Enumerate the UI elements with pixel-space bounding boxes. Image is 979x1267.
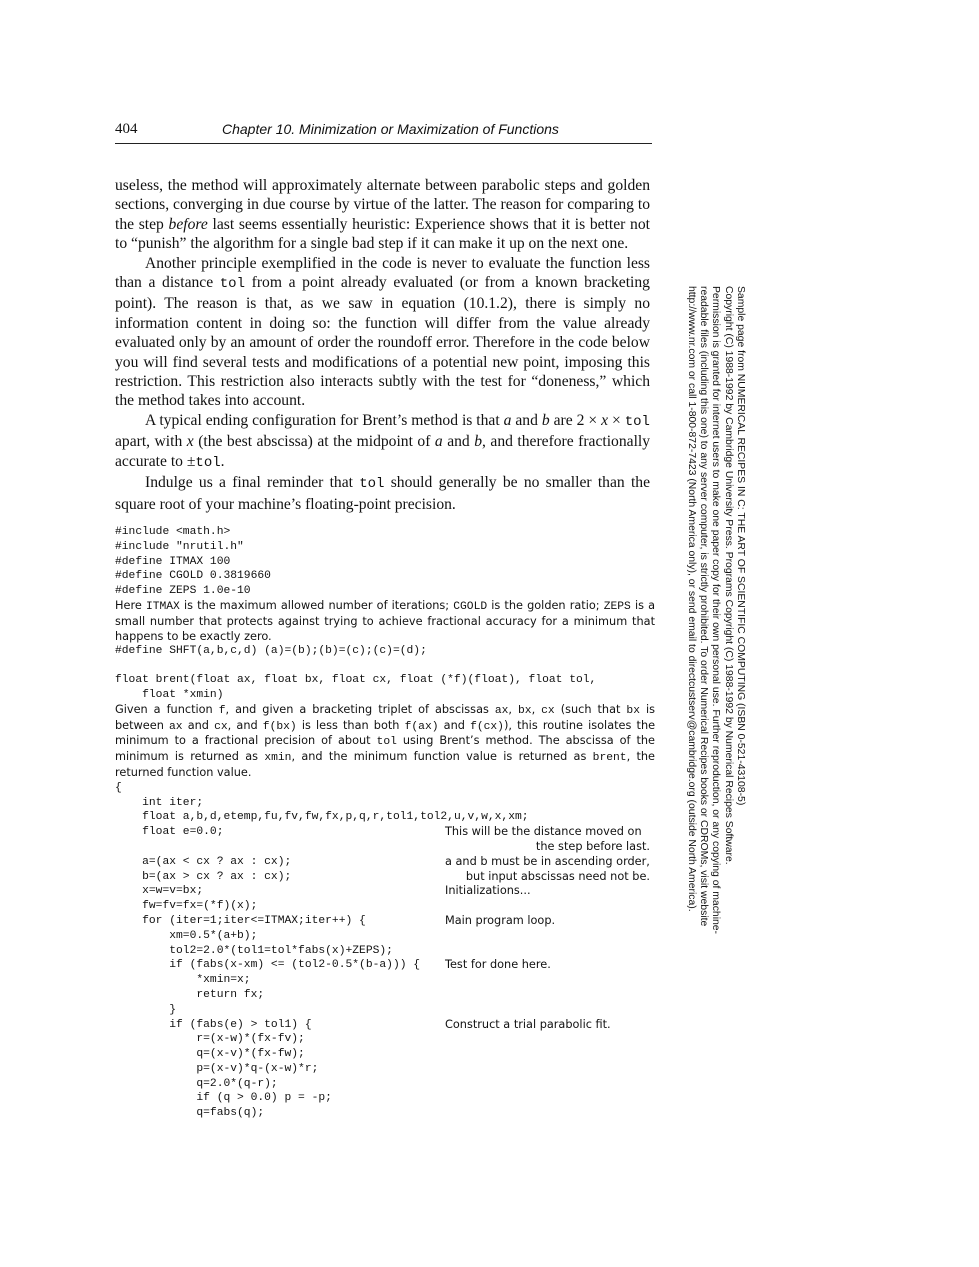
paragraph-1: useless, the method will approximately alternate between parabolic steps and golden sections, converging in due course by virtue of the latter. The reason for comparing to the step before last seems essentially heuristic: Experience shows that it is better not to “punish” the algorithm for a single bad step if it can make it up on the next one.: [115, 177, 650, 253]
code-row: [115, 1032, 655, 1047]
margin-note-line: readable files (including this one) to any server computer, is strictly prohibited. To order Numerical Recipes books or CDROMs, visit website: [698, 286, 710, 927]
code-row: [115, 810, 655, 825]
code-line: p=(x-v)*q-(x-w)*r;: [115, 1062, 319, 1075]
running-title: Chapter 10. Minimization or Maximization of Functions: [222, 121, 559, 137]
code-line: q=(x-v)*(fx-fw);: [115, 1048, 305, 1061]
code-row: [115, 1018, 655, 1033]
code-row: [115, 781, 655, 796]
code-row: [115, 958, 655, 973]
code-annotation: Initializations...: [445, 884, 531, 898]
code-annotation: a and b must be in ascending order,: [445, 854, 650, 868]
code-line: #define ZEPS 1.0e-10: [115, 585, 251, 598]
code-line: #define CGOLD 0.3819660: [115, 570, 271, 583]
code-line: return fx;: [115, 988, 265, 1001]
paragraph-2: Another principle exemplified in the code is never to evaluate the function less than a distance tol from a point already evaluated (or from a known bracketing point). The reason is that, as we saw in equation (10.1.2), there is simply no information content in doing so: the function will differ from the value already evaluated only by an amount of order the roundoff error. Therefore in the code below you will find several tests and modifications of a potential new point, imposing this restriction. This restriction also interacts subtly with the test for “doneness,” which the method takes into account.: [115, 254, 650, 410]
code-row: [115, 870, 655, 885]
code-line: q=fabs(q);: [115, 1107, 265, 1120]
page-header: [115, 121, 652, 144]
code-line: a=(ax < cx ? ax : cx);: [115, 855, 292, 868]
code-line: if (q > 0.0) p = -p;: [115, 1092, 332, 1105]
margin-note-line: http://www.nr.com or call 1-800-872-7423 (North America only), or send email to directcustserv@cambridge.org (outside North America).: [685, 286, 697, 912]
code-row: [115, 1062, 655, 1077]
code-listing: [115, 525, 655, 1121]
code-line: if (fabs(x-xm) <= (tol2-0.5*(b-a))) {: [115, 959, 421, 972]
code-line: int iter;: [115, 796, 204, 809]
code-annotation: but input abscissas need not be.: [465, 869, 650, 883]
code-line: float a,b,d,etemp,fu,fv,fw,fx,p,q,r,tol1,tol2,u,v,w,x,xm;: [115, 811, 529, 824]
code-line: xm=0.5*(a+b);: [115, 929, 258, 942]
inline-code-tol: tol: [624, 413, 650, 430]
inline-code-tol: tol: [195, 454, 221, 471]
code-annotation: Construct a trial parabolic fit.: [445, 1017, 611, 1031]
page-number: 404: [115, 121, 138, 137]
code-row: [115, 1091, 655, 1106]
code-line-shft-macro: #define SHFT(a,b,c,d) (a)=(b);(b)=(c);(c)=(d);: [115, 645, 427, 658]
code-line: for (iter=1;iter<=ITMAX;iter++) {: [115, 914, 366, 927]
code-line: tol2=2.0*(tol1=tol*fabs(x)+ZEPS);: [115, 944, 393, 957]
code-line-signature: float *xmin): [115, 688, 224, 701]
inline-code-tol: tol: [219, 276, 245, 293]
code-row: [115, 1003, 655, 1018]
code-line: r=(x-w)*(fx-fv);: [115, 1033, 305, 1046]
code-line: }: [115, 1003, 177, 1016]
code-row: [115, 914, 655, 929]
code-row: [115, 825, 655, 840]
code-line: float e=0.0;: [115, 826, 224, 839]
code-annotation: the step before last.: [535, 839, 650, 853]
code-row: [115, 929, 655, 944]
code-body: [115, 781, 655, 1121]
code-comment-function-description: Given a function f, and given a bracketing triplet of abscissas ax, bx, cx (such that bx is between ax and cx, and f(bx) is less than both f(ax) and f(cx)), this routine isolates the minimum to a fractional precision of about tol using Brent’s method. The abscissa of the minimum is returned as xmin, and the minimum function value is returned as brent, the returned function value.: [115, 702, 656, 779]
code-line: fw=fv=fx=(*f)(x);: [115, 900, 258, 913]
inline-code-tol: tol: [359, 476, 385, 493]
code-line: q=2.0*(q-r);: [115, 1077, 278, 1090]
margin-note-line: Copyright (C) 1988-1992 by Cambridge University Press. Programs Copyright (C) 1988-1992 by Numerical Recipes Software.: [722, 286, 734, 865]
copyright-margin-note: [644, 286, 746, 971]
code-line: #include "nrutil.h": [115, 540, 244, 553]
code-row: [115, 796, 655, 811]
paragraph-4: Indulge us a final reminder that tol should generally be no smaller than the square root of your machine’s floating-point precision.: [115, 474, 650, 513]
emphasis-before: before: [168, 215, 208, 233]
code-line: *xmin=x;: [115, 974, 251, 987]
code-annotation: Test for done here.: [445, 958, 551, 972]
margin-note-line: Permission is granted for internet users to make one paper copy for their own personal use. Further reproduction, or any copying of machine-: [710, 286, 722, 935]
code-comment-constants: Here ITMAX is the maximum allowed number of iterations; CGOLD is the golden ratio; ZEPS is a small number that protects against trying to achieve fractional accuracy for a minimum that happens to be exactly zero.: [115, 598, 656, 643]
code-line: {: [115, 781, 122, 794]
code-line-signature: float brent(float ax, float bx, float cx, float (*f)(float), float tol,: [115, 674, 597, 687]
code-line: x=w=v=bx;: [115, 885, 204, 898]
code-annotation: Main program loop.: [445, 913, 556, 927]
code-annotation: This will be the distance moved on: [445, 825, 642, 839]
code-row: [115, 884, 655, 899]
code-row: [115, 899, 655, 914]
code-row: [115, 988, 655, 1003]
body-text: [115, 176, 650, 514]
code-row: [115, 973, 655, 988]
code-line: #define ITMAX 100: [115, 555, 231, 568]
margin-note-line: Sample page from NUMERICAL RECIPES IN C: THE ART OF SCIENTIFIC COMPUTING (ISBN 0-521-43108-5): [735, 286, 746, 806]
code-line: b=(ax > cx ? ax : cx);: [115, 870, 292, 883]
code-row: [115, 1106, 655, 1121]
code-row: [115, 1047, 655, 1062]
paragraph-3: A typical ending configuration for Brent’s method is that a and b are 2 × x × tol apart, with x (the best abscissa) at the midpoint of a and b, and therefore fractionally accurate to ±tol.: [115, 411, 651, 471]
code-line: if (fabs(e) > tol1) {: [115, 1018, 312, 1031]
code-row: [115, 855, 655, 870]
code-line: #include <math.h>: [115, 526, 231, 538]
code-row: [115, 840, 655, 855]
code-row: [115, 1077, 655, 1092]
code-row: [115, 944, 655, 959]
